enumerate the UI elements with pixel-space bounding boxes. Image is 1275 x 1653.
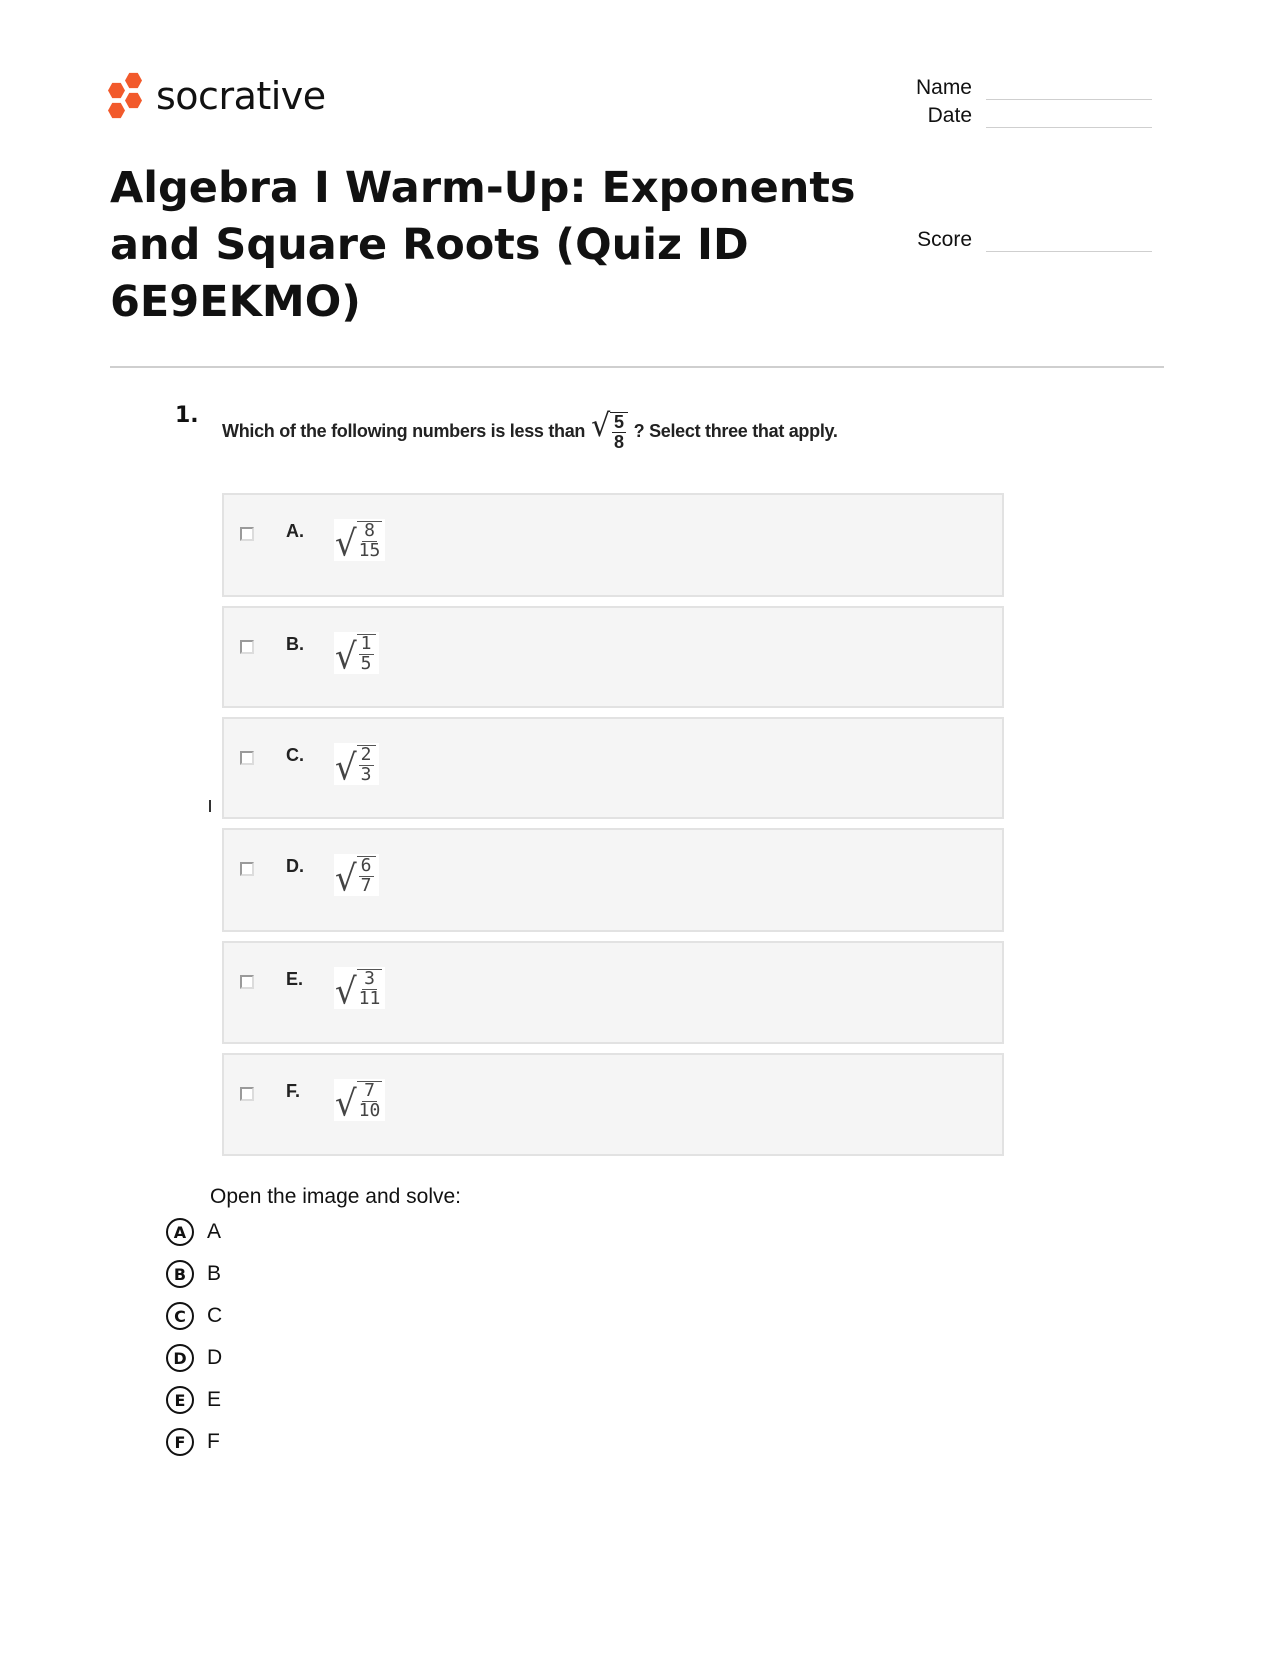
checkbox[interactable]: [240, 1087, 254, 1101]
quiz-title: Algebra I Warm-Up: Exponents and Square Roots (Quiz ID 6E9EKMO): [110, 163, 856, 327]
sqrt-icon: √: [335, 522, 357, 565]
option-e[interactable]: [222, 941, 1004, 1044]
name-input-line[interactable]: [986, 81, 1152, 100]
name-label: Name: [915, 76, 972, 99]
numerator: 2: [360, 744, 372, 765]
checkbox[interactable]: [240, 975, 254, 989]
choice-label: B: [207, 1262, 222, 1285]
sqrt-fraction: [334, 854, 379, 900]
question-text-after: ? Select three that apply.: [633, 421, 838, 442]
hexagon-cluster-icon: [108, 72, 148, 120]
option-letter: D.: [286, 856, 304, 876]
bubble-f[interactable]: F: [166, 1428, 194, 1456]
denominator: 15: [358, 539, 381, 561]
socrative-logo: [108, 72, 326, 120]
text-cursor-mark: [209, 800, 211, 812]
bubble-a[interactable]: A: [166, 1218, 194, 1246]
option-letter: E.: [286, 969, 304, 989]
header-divider: [110, 366, 1164, 368]
date-input-line[interactable]: [986, 109, 1152, 128]
denominator: 10: [358, 1099, 381, 1121]
option-c[interactable]: [222, 717, 1004, 819]
checkbox[interactable]: [240, 862, 254, 876]
denominator: 3: [360, 763, 372, 785]
sqrt-fraction: [334, 743, 379, 789]
choice-e[interactable]: [166, 1384, 221, 1416]
choice-d[interactable]: [166, 1342, 222, 1374]
reference-numerator: 5: [613, 412, 624, 432]
sqrt-fraction: [334, 519, 385, 565]
question-text-before: Which of the following numbers is less than: [222, 421, 586, 442]
sqrt-fraction: [334, 632, 379, 678]
reference-denominator: 8: [613, 431, 624, 452]
sqrt-icon: √: [591, 407, 610, 445]
numerator: 8: [364, 520, 375, 541]
option-letter: C.: [286, 745, 304, 765]
sqrt-icon: √: [335, 746, 357, 789]
choice-label: E: [207, 1388, 222, 1411]
checkbox[interactable]: [240, 527, 254, 541]
denominator: 5: [360, 652, 372, 674]
option-b[interactable]: [222, 606, 1004, 708]
sqrt-icon: √: [335, 635, 357, 678]
sqrt-fraction: [334, 967, 385, 1013]
sqrt-fraction: [334, 1079, 385, 1125]
option-a[interactable]: [222, 493, 1004, 597]
date-field[interactable]: [880, 104, 1152, 128]
choice-label: C: [207, 1304, 223, 1327]
score-field[interactable]: [880, 228, 1152, 252]
brand-name: socrative: [156, 74, 326, 118]
choice-label: A: [207, 1220, 222, 1243]
bubble-c[interactable]: C: [166, 1302, 194, 1330]
choice-f[interactable]: [166, 1426, 220, 1458]
bubble-e[interactable]: E: [166, 1386, 194, 1414]
question-text: [222, 407, 838, 452]
sqrt-icon: √: [335, 970, 357, 1013]
bubble-d[interactable]: D: [166, 1344, 194, 1372]
option-d[interactable]: [222, 828, 1004, 932]
numerator: 3: [364, 968, 375, 989]
option-f[interactable]: [222, 1053, 1004, 1156]
option-letter: A.: [286, 521, 304, 541]
choice-b[interactable]: [166, 1258, 221, 1290]
numerator: 1: [360, 633, 372, 654]
option-letter: B.: [286, 634, 304, 654]
sqrt-icon: √: [335, 1082, 357, 1125]
name-field[interactable]: [880, 76, 1152, 100]
choice-label: F: [207, 1430, 220, 1453]
score-label: Score: [917, 228, 972, 251]
choice-c[interactable]: [166, 1300, 222, 1332]
question-number: 1.: [175, 403, 199, 428]
reference-sqrt-fraction: [591, 407, 628, 452]
numerator: 7: [364, 1080, 375, 1101]
choice-a[interactable]: [166, 1216, 221, 1248]
checkbox[interactable]: [240, 751, 254, 765]
numerator: 6: [360, 855, 372, 876]
denominator: 11: [358, 987, 381, 1009]
sqrt-icon: √: [335, 857, 357, 900]
solve-prompt: Open the image and solve:: [210, 1185, 461, 1208]
score-input-line[interactable]: [986, 233, 1152, 252]
bubble-b[interactable]: B: [166, 1260, 194, 1288]
denominator: 7: [360, 874, 372, 896]
choice-label: D: [207, 1346, 223, 1369]
option-letter: F.: [286, 1081, 301, 1101]
checkbox[interactable]: [240, 640, 254, 654]
date-label: Date: [927, 104, 972, 127]
